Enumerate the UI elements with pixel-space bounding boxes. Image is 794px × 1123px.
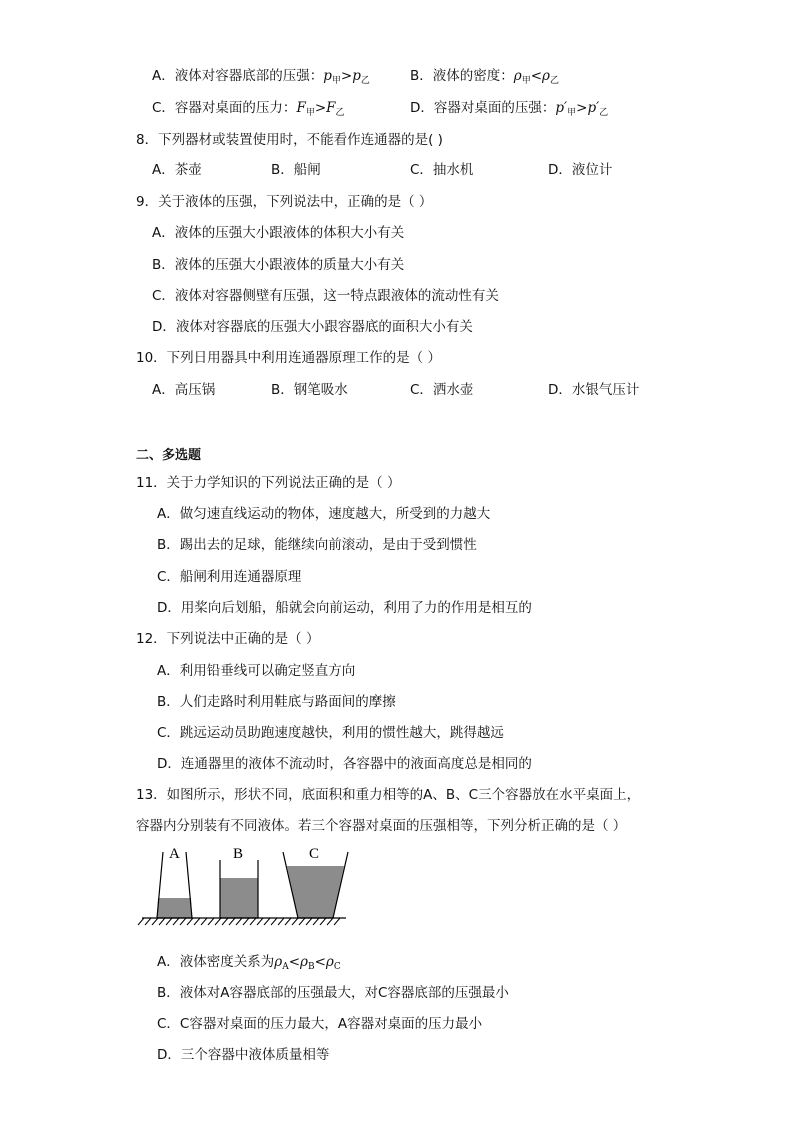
q12-option-d: D．连通器里的液体不流动时，各容器中的液面高度总是相同的 [157, 756, 532, 772]
operator: > [576, 100, 588, 116]
subscript: 乙 [599, 108, 609, 118]
liquid-b [220, 878, 258, 918]
q8-option-d: D．液位计 [548, 162, 613, 178]
hatch-line [320, 918, 326, 925]
q8-option-a: A．茶壶 [152, 162, 202, 178]
symbol: F [326, 100, 336, 116]
symbol: p′ [555, 100, 568, 116]
q13-option-a [157, 953, 341, 976]
option-label: A．液体对容器底部的压强： [152, 68, 324, 84]
hatch-line [180, 918, 186, 925]
symbol: p [352, 68, 361, 84]
subscript: 甲 [305, 108, 315, 118]
hatch-line [299, 918, 305, 925]
subscript: 乙 [335, 108, 345, 118]
hatch-line [145, 918, 151, 925]
q13-option-b: B．液体对A容器底部的压强最大，对C容器底部的压强最小 [157, 985, 509, 1001]
q13-option-d: D．三个容器中液体质量相等 [157, 1047, 330, 1063]
q12-option-a: A．利用铅垂线可以确定竖直方向 [157, 663, 356, 679]
q10-option-c: C．洒水壶 [410, 382, 474, 398]
hatch-line [285, 918, 291, 925]
hatch-line [194, 918, 200, 925]
hatch-line [236, 918, 242, 925]
option-label: B．液体的密度： [410, 68, 514, 84]
q12-stem: 12．下列说法中正确的是（ ） [136, 631, 320, 647]
q11-option-a: A．做匀速直线运动的物体，速度越大，所受到的力越大 [157, 506, 491, 522]
liquid-a [157, 898, 192, 918]
q12-option-c: C．跳远运动员助跑速度越快，利用的惯性越大，跳得越远 [157, 725, 504, 741]
operator: > [340, 68, 353, 84]
option-label: D．容器对桌面的压强： [410, 100, 556, 116]
operator: < [314, 954, 326, 970]
q8-option-c: C．抽水机 [410, 162, 474, 178]
hatch-line [334, 918, 340, 925]
q13-stem-line2: 容器内分别装有不同液体。若三个容器对桌面的压强相等，下列分析正确的是（ ） [136, 818, 627, 834]
q10-stem: 10．下列日用器具中利用连通器原理工作的是（ ） [136, 350, 441, 366]
q13-option-c: C．C容器对桌面的压力最大，A容器对桌面的压力最小 [157, 1016, 483, 1032]
q10-option-a: A．高压锅 [152, 382, 216, 398]
subscript: 乙 [549, 76, 559, 86]
section-heading: 二、多选题 [136, 448, 202, 463]
q9-option-b: B．液体的压强大小跟液体的质量大小有关 [152, 257, 405, 273]
hatch-line [173, 918, 179, 925]
hatch-line [278, 918, 284, 925]
hatch-line [250, 918, 256, 925]
hatch-line [215, 918, 221, 925]
q10-option-b: B．钢笔吸水 [271, 382, 348, 398]
liquid-c [287, 866, 344, 918]
q8-stem: 8．下列器材或装置使用时，不能看作连通器的是( ) [136, 132, 443, 148]
hatch-line [208, 918, 214, 925]
hatch-line [243, 918, 249, 925]
option-label: A．液体密度关系为 [157, 954, 275, 970]
symbol: ρ [300, 954, 308, 970]
subscript: C [333, 962, 341, 972]
subscript: 乙 [360, 76, 370, 86]
table-hatching [138, 918, 340, 925]
q12-option-b: B．人们走路时利用鞋底与路面间的摩擦 [157, 694, 396, 710]
hatch-line [187, 918, 193, 925]
q7-option-d [410, 99, 608, 122]
hatch-line [201, 918, 207, 925]
hatch-line [159, 918, 165, 925]
subscript: 甲 [331, 76, 341, 86]
q9-option-d: D．液体对容器底的压强大小跟容器底的面积大小有关 [152, 319, 473, 335]
hatch-line [166, 918, 172, 925]
symbol: ρ [513, 68, 522, 84]
symbol: ρ [325, 954, 334, 970]
q9-stem: 9．关于液体的压强，下列说法中，正确的是（ ） [136, 194, 433, 210]
subscript: B [307, 962, 315, 972]
hatch-line [292, 918, 298, 925]
q10-option-d: D．水银气压计 [548, 382, 640, 398]
q9-option-c: C．液体对容器侧壁有压强，这一特点跟液体的流动性有关 [152, 288, 499, 304]
subscript: 甲 [521, 76, 531, 86]
label-a: A [169, 846, 180, 862]
subscript: A [282, 962, 289, 972]
operator: > [314, 100, 327, 116]
label-b: B [233, 846, 244, 862]
q13-stem-line1: 13．如图所示，形状不同，底面积和重力相等的A、B、C三个容器放在水平桌面上， [136, 787, 641, 803]
q9-option-a: A．液体的压强大小跟液体的体积大小有关 [152, 225, 405, 241]
hatch-line [264, 918, 270, 925]
q11-stem: 11．关于力学知识的下列说法正确的是（ ） [136, 475, 401, 491]
hatch-line [327, 918, 333, 925]
symbol: ρ [274, 954, 283, 970]
q7-option-c [152, 99, 345, 122]
hatch-line [152, 918, 158, 925]
label-c: C [309, 846, 320, 862]
hatch-line [138, 918, 144, 925]
symbol: F [296, 100, 306, 116]
hatch-line [313, 918, 319, 925]
containers-figure [136, 840, 358, 928]
subscript: 甲 [567, 108, 577, 118]
symbol: ρ [542, 68, 550, 84]
hatch-line [306, 918, 312, 925]
hatch-line [257, 918, 263, 925]
q11-option-b: B．踢出去的足球，能继续向前滚动，是由于受到惯性 [157, 537, 477, 553]
hatch-line [222, 918, 228, 925]
q7-option-a [152, 67, 370, 90]
symbol: p [323, 68, 332, 84]
hatch-line [229, 918, 235, 925]
operator: < [530, 68, 543, 84]
operator: < [288, 954, 300, 970]
q11-option-d: D．用桨向后划船，船就会向前运动，利用了力的作用是相互的 [157, 600, 532, 616]
q8-option-b: B．船闸 [271, 162, 321, 178]
symbol: p′ [587, 100, 600, 116]
hatch-line [271, 918, 277, 925]
option-label: C．容器对桌面的压力： [152, 100, 297, 116]
q11-option-c: C．船闸利用连通器原理 [157, 569, 302, 585]
q7-option-b [410, 67, 559, 90]
